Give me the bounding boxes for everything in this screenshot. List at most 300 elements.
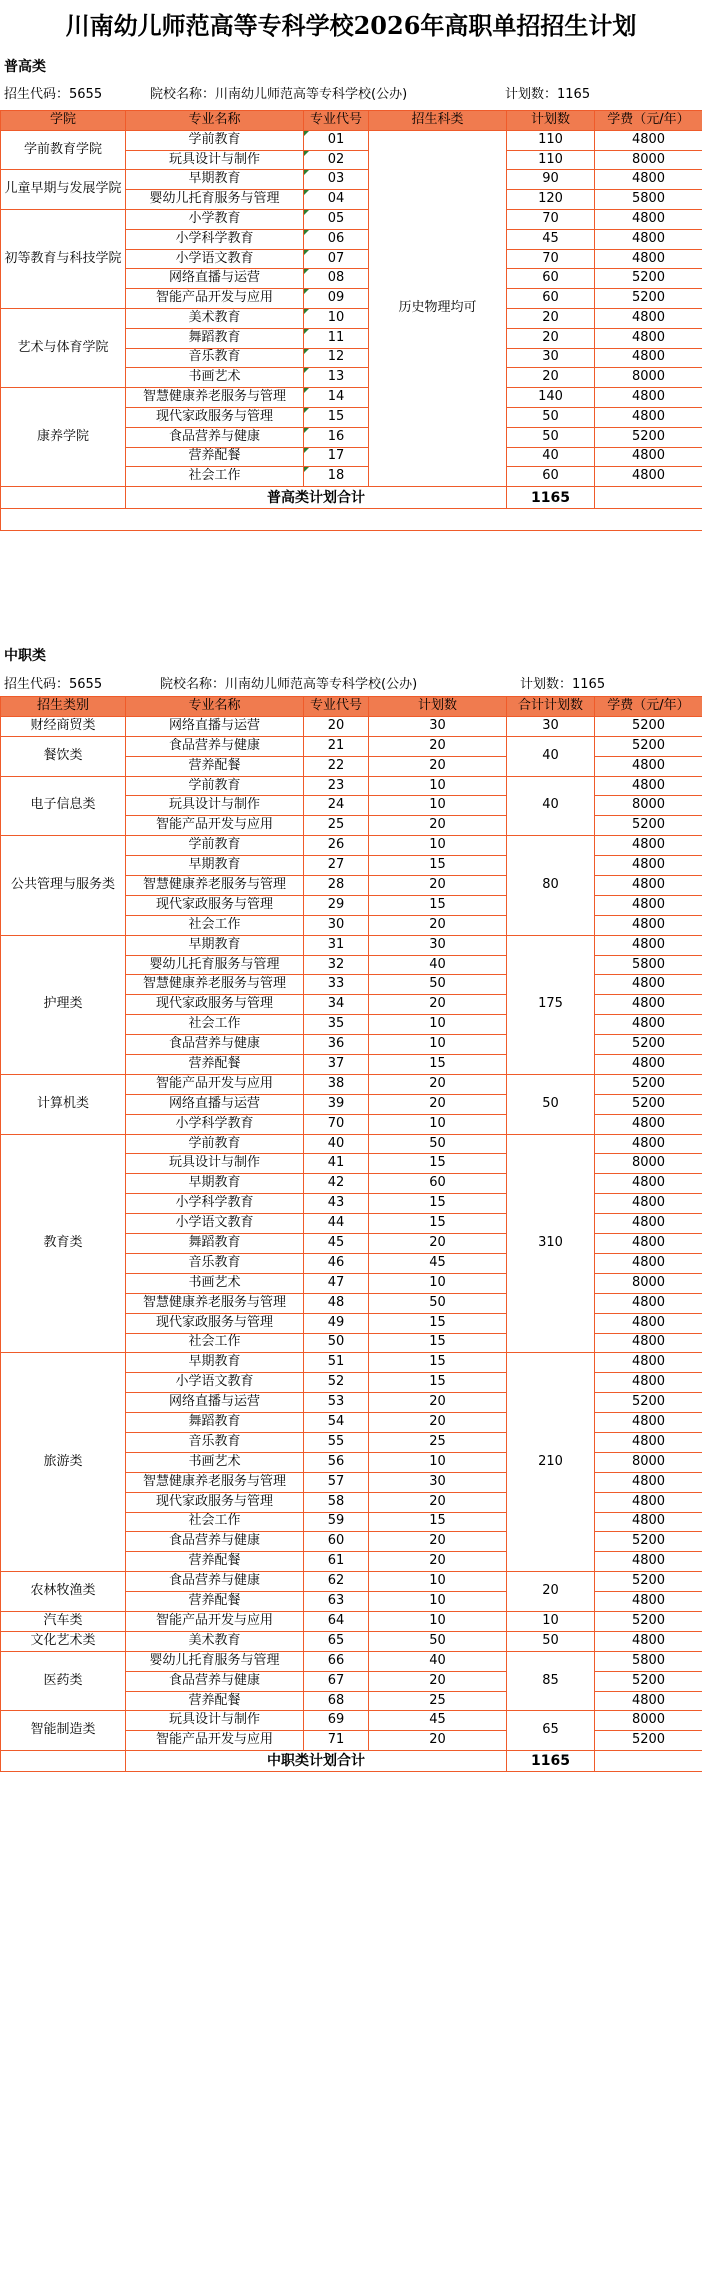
tuition: 4800	[595, 836, 702, 856]
tuition: 4800	[595, 895, 702, 915]
plan-count: 30	[369, 935, 507, 955]
major-code: 27	[304, 856, 369, 876]
total-value: 1165	[507, 487, 595, 509]
table-row	[1, 1631, 702, 1651]
tuition: 4800	[595, 348, 702, 368]
major-name: 玩具设计与制作	[126, 796, 304, 816]
major-code: 42	[304, 1174, 369, 1194]
major-name: 现代家政服务与管理	[126, 995, 304, 1015]
table-row	[1, 935, 702, 955]
column-header: 合计计划数	[507, 697, 595, 717]
tuition: 4800	[595, 1413, 702, 1433]
column-header: 学费（元/年）	[595, 697, 702, 717]
major-code: 66	[304, 1651, 369, 1671]
major-code: 17	[304, 447, 369, 467]
table-row	[1, 209, 702, 229]
table-row	[1, 776, 702, 796]
major-name: 营养配餐	[126, 1552, 304, 1572]
tuition: 4800	[595, 209, 702, 229]
major-code: 40	[304, 1134, 369, 1154]
major-name: 智慧健康养老服务与管理	[126, 1293, 304, 1313]
tuition: 4800	[595, 1472, 702, 1492]
plan-count: 20	[369, 915, 507, 935]
tuition: 4800	[595, 1234, 702, 1254]
total-blank	[595, 1751, 702, 1772]
plan-count: 15	[369, 1512, 507, 1532]
plan-count: 10	[369, 1572, 507, 1592]
major-code: 34	[304, 995, 369, 1015]
major-name: 音乐教育	[126, 348, 304, 368]
plan-count: 30	[369, 1472, 507, 1492]
tuition: 4800	[595, 1552, 702, 1572]
college-name: 初等教育与科技学院	[1, 209, 126, 308]
tuition: 4800	[595, 756, 702, 776]
total-blank	[595, 487, 702, 509]
major-name: 书画艺术	[126, 1452, 304, 1472]
column-header: 招生科类	[369, 111, 507, 131]
plan-count: 20	[369, 1552, 507, 1572]
zhongzhi-table	[0, 696, 702, 1772]
plan-count: 50	[369, 1293, 507, 1313]
enroll-type: 财经商贸类	[1, 716, 126, 736]
plan-count: 45	[369, 1711, 507, 1731]
group-total: 50	[507, 1631, 595, 1651]
major-code: 41	[304, 1154, 369, 1174]
spacer-cell	[1, 509, 702, 531]
plan-count: 70	[507, 249, 595, 269]
group-total: 65	[507, 1711, 595, 1751]
major-code: 31	[304, 935, 369, 955]
group-total: 50	[507, 1074, 595, 1134]
major-name: 学前教育	[126, 1134, 304, 1154]
plan-count: 20	[369, 1393, 507, 1413]
plan-count: 30	[369, 716, 507, 736]
tuition: 4800	[595, 1055, 702, 1075]
major-code: 58	[304, 1492, 369, 1512]
major-name: 营养配餐	[126, 756, 304, 776]
tuition: 5800	[595, 1651, 702, 1671]
tuition: 5200	[595, 289, 702, 309]
enroll-type: 医药类	[1, 1651, 126, 1711]
plan-count: 20	[507, 368, 595, 388]
tuition: 5200	[595, 1074, 702, 1094]
total-row	[1, 487, 702, 509]
major-code: 35	[304, 1015, 369, 1035]
enroll-type: 文化艺术类	[1, 1631, 126, 1651]
tuition: 4800	[595, 876, 702, 896]
major-code: 45	[304, 1234, 369, 1254]
major-name: 早期教育	[126, 170, 304, 190]
major-name: 音乐教育	[126, 1253, 304, 1273]
major-name: 智能产品开发与应用	[126, 816, 304, 836]
major-name: 食品营养与健康	[126, 1532, 304, 1552]
enroll-type: 电子信息类	[1, 776, 126, 836]
major-name: 学前教育	[126, 130, 304, 150]
table-row	[1, 716, 702, 736]
tuition: 4800	[595, 1492, 702, 1512]
enroll-type: 公共管理与服务类	[1, 836, 126, 935]
major-name: 音乐教育	[126, 1432, 304, 1452]
major-code: 22	[304, 756, 369, 776]
major-name: 小学科学教育	[126, 1194, 304, 1214]
enroll-type: 计算机类	[1, 1074, 126, 1134]
plan-count: 60	[507, 269, 595, 289]
major-name: 舞蹈教育	[126, 1413, 304, 1433]
major-name: 学前教育	[126, 836, 304, 856]
major-code: 15	[304, 407, 369, 427]
tuition: 5200	[595, 1532, 702, 1552]
column-header: 计划数	[369, 697, 507, 717]
tuition: 4800	[595, 1293, 702, 1313]
major-name: 美术教育	[126, 308, 304, 328]
tuition: 4800	[595, 995, 702, 1015]
group-total: 30	[507, 716, 595, 736]
plan-count: 15	[369, 895, 507, 915]
major-name: 现代家政服务与管理	[126, 407, 304, 427]
major-name: 社会工作	[126, 1512, 304, 1532]
major-code: 29	[304, 895, 369, 915]
college-name: 康养学院	[1, 388, 126, 487]
tuition: 8000	[595, 150, 702, 170]
major-code: 47	[304, 1273, 369, 1293]
college-name: 学前教育学院	[1, 130, 126, 170]
tuition: 5800	[595, 955, 702, 975]
tuition: 4800	[595, 1373, 702, 1393]
tuition: 8000	[595, 1154, 702, 1174]
tuition: 5200	[595, 1035, 702, 1055]
major-name: 网络直播与运营	[126, 269, 304, 289]
tuition: 4800	[595, 1114, 702, 1134]
major-code: 44	[304, 1214, 369, 1234]
major-name: 智能产品开发与应用	[126, 1731, 304, 1751]
tuition: 4800	[595, 130, 702, 150]
major-code: 30	[304, 915, 369, 935]
major-name: 营养配餐	[126, 1592, 304, 1612]
tuition: 4800	[595, 1134, 702, 1154]
major-code: 43	[304, 1194, 369, 1214]
table-row	[1, 1074, 702, 1094]
column-header: 计划数	[507, 111, 595, 131]
pugao-table	[0, 110, 702, 531]
group-total: 40	[507, 776, 595, 836]
plan-count: 20	[369, 1492, 507, 1512]
tuition: 5200	[595, 1611, 702, 1631]
table-row	[1, 509, 702, 531]
major-name: 玩具设计与制作	[126, 1154, 304, 1174]
major-code: 08	[304, 269, 369, 289]
major-name: 婴幼儿托育服务与管理	[126, 190, 304, 210]
table-header-row	[1, 111, 702, 131]
plan-count: 20	[369, 1234, 507, 1254]
tuition: 4800	[595, 447, 702, 467]
major-name: 智能产品开发与应用	[126, 1611, 304, 1631]
major-name: 现代家政服务与管理	[126, 895, 304, 915]
table-row	[1, 308, 702, 328]
group-total: 175	[507, 935, 595, 1074]
major-code: 36	[304, 1035, 369, 1055]
major-name: 小学语文教育	[126, 1373, 304, 1393]
major-name: 早期教育	[126, 935, 304, 955]
tuition: 5200	[595, 1393, 702, 1413]
plan-count: 10	[369, 776, 507, 796]
page-title: 川南幼儿师范高等专科学校2026年高职单招招生计划	[65, 11, 637, 40]
major-code: 60	[304, 1532, 369, 1552]
tuition: 4800	[595, 915, 702, 935]
group-total: 85	[507, 1651, 595, 1711]
major-name: 小学科学教育	[126, 229, 304, 249]
major-name: 早期教育	[126, 856, 304, 876]
enroll-type: 旅游类	[1, 1353, 126, 1572]
major-name: 智能产品开发与应用	[126, 289, 304, 309]
plan-count: 20	[369, 816, 507, 836]
plan-count: 20	[369, 1731, 507, 1751]
group-total: 310	[507, 1134, 595, 1353]
total-blank	[1, 1751, 126, 1772]
major-code: 04	[304, 190, 369, 210]
group-total: 80	[507, 836, 595, 935]
tuition: 8000	[595, 796, 702, 816]
plan-count: 10	[369, 1452, 507, 1472]
major-code: 21	[304, 736, 369, 756]
major-code: 69	[304, 1711, 369, 1731]
plan-count: 50	[369, 975, 507, 995]
major-code: 49	[304, 1313, 369, 1333]
pugao-info-row	[0, 78, 702, 104]
major-code: 61	[304, 1552, 369, 1572]
tuition: 4800	[595, 1313, 702, 1333]
major-code: 26	[304, 836, 369, 856]
enroll-type: 护理类	[1, 935, 126, 1074]
major-code: 11	[304, 328, 369, 348]
major-name: 网络直播与运营	[126, 1094, 304, 1114]
tuition: 4800	[595, 1253, 702, 1273]
column-header: 招生类别	[1, 697, 126, 717]
tuition: 4800	[595, 1214, 702, 1234]
tuition: 4800	[595, 308, 702, 328]
tuition: 4800	[595, 776, 702, 796]
major-code: 63	[304, 1592, 369, 1612]
plan-count: 20	[507, 328, 595, 348]
major-name: 舞蹈教育	[126, 1234, 304, 1254]
major-code: 02	[304, 150, 369, 170]
major-code: 25	[304, 816, 369, 836]
plan-count: 90	[507, 170, 595, 190]
tuition: 4800	[595, 1432, 702, 1452]
tuition: 4800	[595, 1333, 702, 1353]
major-code: 24	[304, 796, 369, 816]
major-name: 玩具设计与制作	[126, 150, 304, 170]
major-name: 社会工作	[126, 1333, 304, 1353]
tuition: 4800	[595, 467, 702, 487]
college-name: 艺术与体育学院	[1, 308, 126, 387]
plan-count: 25	[369, 1691, 507, 1711]
group-total: 20	[507, 1572, 595, 1612]
enroll-type: 教育类	[1, 1134, 126, 1353]
plan-count: 10	[369, 796, 507, 816]
tuition: 5200	[595, 716, 702, 736]
group-total: 40	[507, 736, 595, 776]
plan-count: 110	[507, 130, 595, 150]
major-code: 05	[304, 209, 369, 229]
tuition: 4800	[595, 170, 702, 190]
major-name: 网络直播与运营	[126, 716, 304, 736]
tuition: 8000	[595, 1452, 702, 1472]
tuition: 5200	[595, 1094, 702, 1114]
major-name: 书画艺术	[126, 368, 304, 388]
total-row	[1, 1751, 702, 1772]
column-header: 专业名称	[126, 697, 304, 717]
major-name: 早期教育	[126, 1174, 304, 1194]
plan-count: 45	[507, 229, 595, 249]
column-header: 学院	[1, 111, 126, 131]
enroll-type: 农林牧渔类	[1, 1572, 126, 1612]
plan-count: 10	[369, 1611, 507, 1631]
major-name: 小学语文教育	[126, 1214, 304, 1234]
major-name: 智慧健康养老服务与管理	[126, 1472, 304, 1492]
plan-count: 15	[369, 1214, 507, 1234]
major-code: 13	[304, 368, 369, 388]
plan-count: 25	[369, 1432, 507, 1452]
major-name: 早期教育	[126, 1353, 304, 1373]
major-name: 食品营养与健康	[126, 736, 304, 756]
major-name: 智慧健康养老服务与管理	[126, 388, 304, 408]
plan-count: 50	[369, 1631, 507, 1651]
table-row	[1, 1353, 702, 1373]
major-name: 社会工作	[126, 915, 304, 935]
plan-count: 10	[369, 1114, 507, 1134]
major-code: 50	[304, 1333, 369, 1353]
major-name: 食品营养与健康	[126, 427, 304, 447]
college-name: 儿童早期与发展学院	[1, 170, 126, 210]
tuition: 4800	[595, 388, 702, 408]
section-label-zhongzhi: 中职类	[4, 648, 46, 664]
enroll-type: 餐饮类	[1, 736, 126, 776]
plan-count: 20	[369, 995, 507, 1015]
plan-count: 20	[369, 756, 507, 776]
plan-count: 20	[369, 736, 507, 756]
tuition: 4800	[595, 1174, 702, 1194]
major-code: 48	[304, 1293, 369, 1313]
major-code: 51	[304, 1353, 369, 1373]
pugao-code: 招生代码：5655	[4, 87, 103, 102]
major-code: 10	[304, 308, 369, 328]
plan-count: 10	[369, 836, 507, 856]
major-code: 18	[304, 467, 369, 487]
major-name: 网络直播与运营	[126, 1393, 304, 1413]
tuition: 5200	[595, 1671, 702, 1691]
major-code: 65	[304, 1631, 369, 1651]
table-row	[1, 1711, 702, 1731]
table-row	[1, 736, 702, 756]
tuition: 4800	[595, 229, 702, 249]
plan-count: 20	[369, 1532, 507, 1552]
major-code: 12	[304, 348, 369, 368]
plan-count: 20	[369, 1413, 507, 1433]
major-name: 婴幼儿托育服务与管理	[126, 955, 304, 975]
major-name: 社会工作	[126, 467, 304, 487]
plan-count: 120	[507, 190, 595, 210]
major-code: 07	[304, 249, 369, 269]
plan-count: 20	[507, 308, 595, 328]
major-code: 38	[304, 1074, 369, 1094]
major-name: 婴幼儿托育服务与管理	[126, 1651, 304, 1671]
plan-count: 70	[507, 209, 595, 229]
major-name: 美术教育	[126, 1631, 304, 1651]
plan-count: 40	[369, 1651, 507, 1671]
tuition: 4800	[595, 856, 702, 876]
plan-count: 20	[369, 1074, 507, 1094]
tuition: 5200	[595, 1572, 702, 1592]
major-code: 62	[304, 1572, 369, 1592]
major-code: 39	[304, 1094, 369, 1114]
total-blank	[1, 487, 126, 509]
plan-count: 15	[369, 1194, 507, 1214]
plan-count: 15	[369, 1055, 507, 1075]
major-name: 社会工作	[126, 1015, 304, 1035]
zhongzhi-info-row	[0, 668, 702, 694]
major-code: 37	[304, 1055, 369, 1075]
major-code: 01	[304, 130, 369, 150]
enroll-type: 汽车类	[1, 1611, 126, 1631]
plan-count: 15	[369, 1313, 507, 1333]
table-row	[1, 1572, 702, 1592]
zhongzhi-school: 院校名称：川南幼儿师范高等专科学校(公办)	[160, 677, 418, 692]
plan-count: 60	[507, 289, 595, 309]
major-code: 32	[304, 955, 369, 975]
plan-count: 10	[369, 1035, 507, 1055]
plan-count: 40	[369, 955, 507, 975]
tuition: 8000	[595, 1273, 702, 1293]
plan-count: 40	[507, 447, 595, 467]
major-name: 营养配餐	[126, 447, 304, 467]
tuition: 5200	[595, 816, 702, 836]
major-name: 食品营养与健康	[126, 1572, 304, 1592]
column-header: 学费（元/年）	[595, 111, 702, 131]
tuition: 5200	[595, 427, 702, 447]
tuition: 5200	[595, 1731, 702, 1751]
major-code: 57	[304, 1472, 369, 1492]
tuition: 4800	[595, 1631, 702, 1651]
total-label: 中职类计划合计	[126, 1751, 507, 1772]
major-name: 食品营养与健康	[126, 1035, 304, 1055]
tuition: 5800	[595, 190, 702, 210]
table-row	[1, 388, 702, 408]
major-code: 33	[304, 975, 369, 995]
major-code: 23	[304, 776, 369, 796]
plan-count: 20	[369, 1094, 507, 1114]
plan-count: 10	[369, 1592, 507, 1612]
plan-count: 15	[369, 1373, 507, 1393]
major-name: 现代家政服务与管理	[126, 1492, 304, 1512]
table-row	[1, 1651, 702, 1671]
table-row	[1, 836, 702, 856]
major-name: 学前教育	[126, 776, 304, 796]
total-value: 1165	[507, 1751, 595, 1772]
table-header-row	[1, 697, 702, 717]
total-label: 普高类计划合计	[126, 487, 507, 509]
major-code: 09	[304, 289, 369, 309]
zhongzhi-plan: 计划数：1165	[520, 677, 606, 692]
major-name: 食品营养与健康	[126, 1671, 304, 1691]
major-name: 小学科学教育	[126, 1114, 304, 1134]
major-name: 智能产品开发与应用	[126, 1074, 304, 1094]
plan-count: 15	[369, 1333, 507, 1353]
pugao-school: 院校名称：川南幼儿师范高等专科学校(公办)	[150, 87, 408, 102]
plan-count: 20	[369, 876, 507, 896]
major-code: 67	[304, 1671, 369, 1691]
plan-count: 50	[507, 427, 595, 447]
plan-count: 15	[369, 1353, 507, 1373]
